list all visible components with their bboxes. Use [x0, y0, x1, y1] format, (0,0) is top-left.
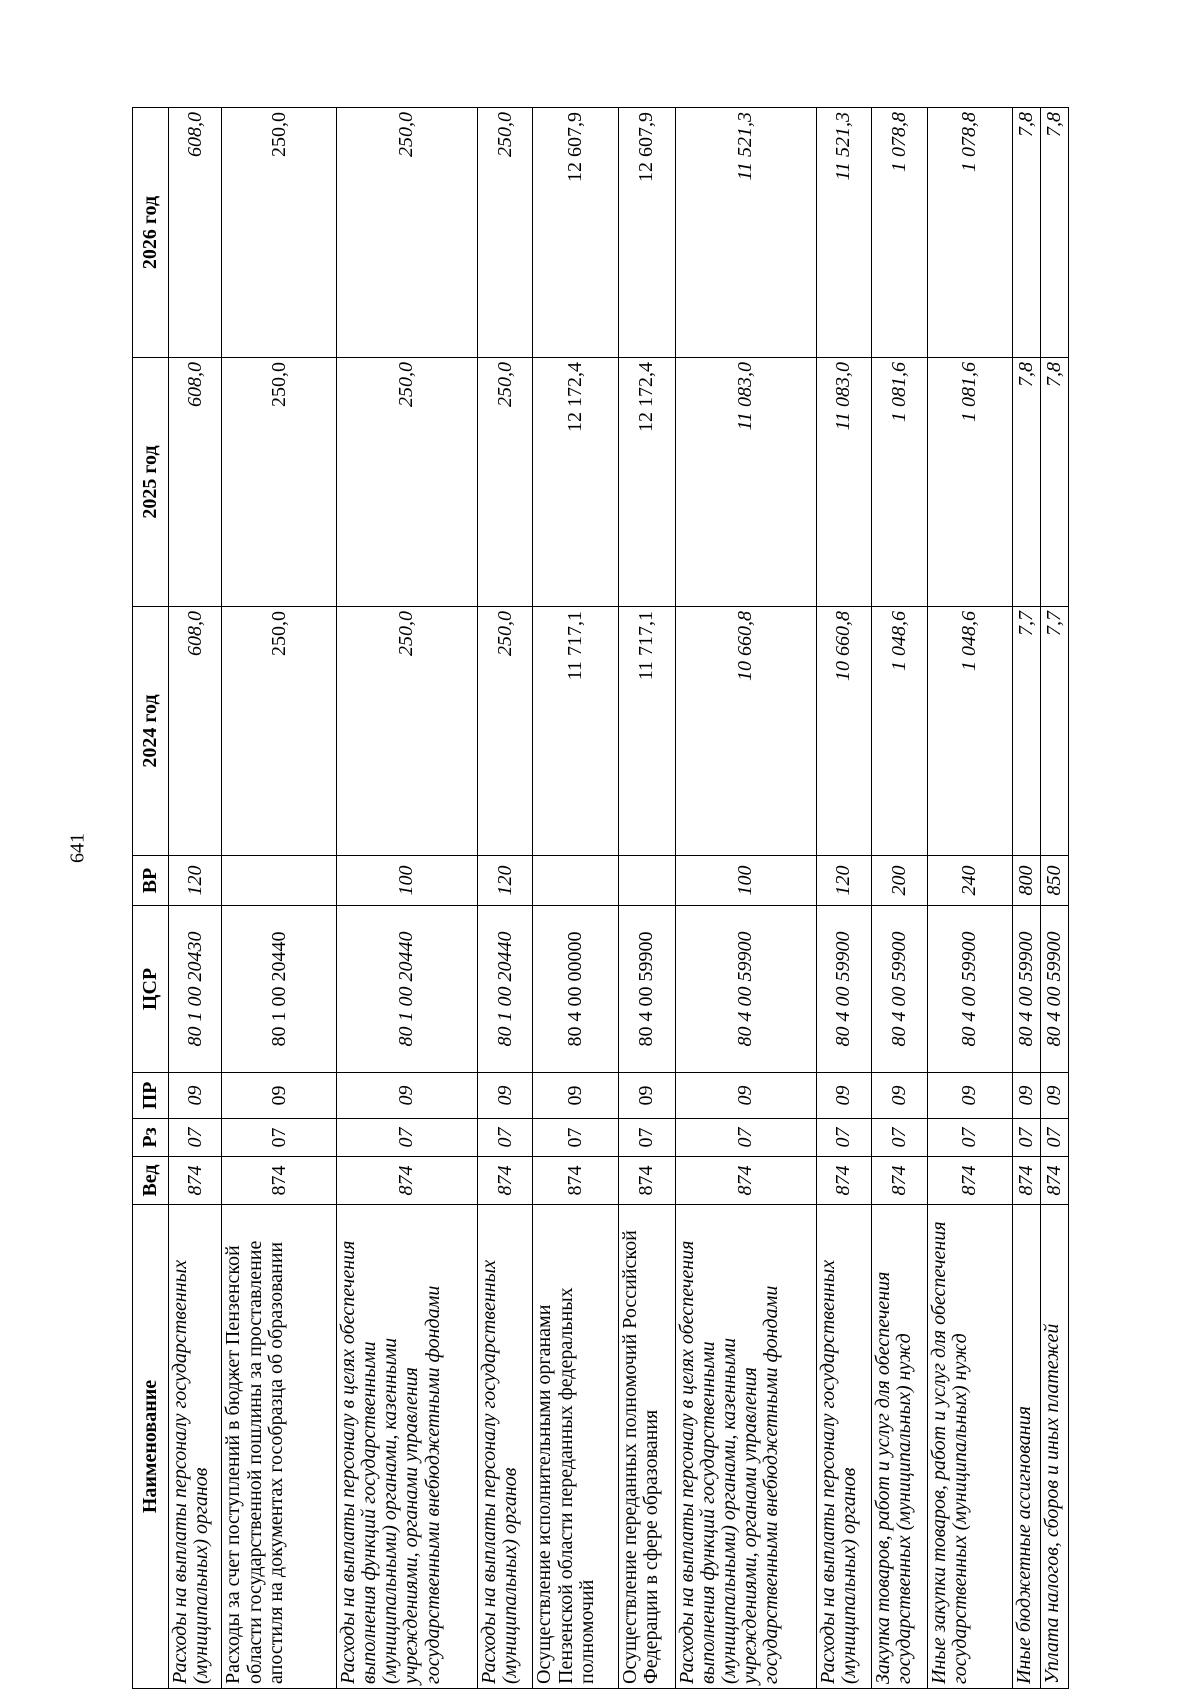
cell-rz: 07 — [1041, 1119, 1069, 1157]
table-row — [169, 108, 222, 1689]
table-row — [927, 108, 1013, 1689]
cell-2025: 11 083,0 — [675, 358, 816, 607]
cell-2026: 1 078,8 — [927, 108, 1013, 358]
cell-ved: 874 — [675, 1157, 816, 1205]
cell-2025: 11 083,0 — [816, 358, 872, 607]
cell-pr: 09 — [872, 1073, 928, 1119]
cell-ved: 874 — [618, 1157, 675, 1205]
cell-2026: 608,0 — [169, 108, 222, 358]
table-row — [533, 108, 619, 1689]
cell-csr: 80 1 00 20440 — [336, 906, 477, 1073]
cell-2025: 7,8 — [1041, 358, 1069, 607]
cell-name: Закупка товаров, работ и услуг для обеспечения государственных (муниципальных) нужд — [872, 1205, 928, 1689]
cell-vr: 240 — [927, 856, 1013, 906]
cell-2026: 12 607,9 — [533, 108, 619, 358]
header-csr: ЦСР — [133, 906, 169, 1073]
cell-2026: 7,8 — [1041, 108, 1069, 358]
cell-csr: 80 1 00 20440 — [222, 906, 336, 1073]
cell-pr: 09 — [618, 1073, 675, 1119]
cell-vr: 850 — [1041, 856, 1069, 906]
header-vr: ВР — [133, 856, 169, 906]
cell-2025: 1 081,6 — [927, 358, 1013, 607]
cell-2024: 11 717,1 — [618, 607, 675, 856]
table-row — [336, 108, 477, 1689]
cell-2026: 7,8 — [1013, 108, 1041, 358]
cell-rz: 07 — [927, 1119, 1013, 1157]
cell-pr: 09 — [1041, 1073, 1069, 1119]
cell-vr — [533, 856, 619, 906]
cell-2024: 608,0 — [169, 607, 222, 856]
cell-ved: 874 — [222, 1157, 336, 1205]
header-2024: 2024 год — [133, 607, 169, 856]
cell-csr: 80 4 00 59900 — [872, 906, 928, 1073]
cell-vr — [222, 856, 336, 906]
cell-csr: 80 4 00 59900 — [675, 906, 816, 1073]
cell-pr: 09 — [336, 1073, 477, 1119]
cell-csr: 80 1 00 20430 — [169, 906, 222, 1073]
cell-vr: 120 — [477, 856, 533, 906]
cell-vr: 200 — [872, 856, 928, 906]
cell-name: Расходы на выплаты персоналу государственных (муниципальных) органов — [477, 1205, 533, 1689]
cell-csr: 80 1 00 20440 — [477, 906, 533, 1073]
header-2025: 2025 год — [133, 358, 169, 607]
cell-name: Осуществление переданных полномочий Российской Федерации в сфере образования — [618, 1205, 675, 1689]
cell-rz: 07 — [533, 1119, 619, 1157]
cell-name: Расходы на выплаты персоналу в целях обеспечения выполнения функций государственными (муниципальными) органами, казенными учреждениями, органами управления государственными внебюджетными фондами — [336, 1205, 477, 1689]
cell-2025: 12 172,4 — [618, 358, 675, 607]
cell-2025: 1 081,6 — [872, 358, 928, 607]
budget-table — [132, 107, 1069, 1689]
cell-ved: 874 — [533, 1157, 619, 1205]
cell-ved: 874 — [872, 1157, 928, 1205]
cell-pr: 09 — [927, 1073, 1013, 1119]
cell-rz: 07 — [1013, 1119, 1041, 1157]
table-row — [1041, 108, 1069, 1689]
cell-2026: 12 607,9 — [618, 108, 675, 358]
cell-ved: 874 — [1041, 1157, 1069, 1205]
cell-pr: 09 — [675, 1073, 816, 1119]
cell-name: Уплата налогов, сборов и иных платежей — [1041, 1205, 1069, 1689]
cell-rz: 07 — [816, 1119, 872, 1157]
cell-ved: 874 — [927, 1157, 1013, 1205]
cell-2024: 7,7 — [1041, 607, 1069, 856]
cell-csr: 80 4 00 59900 — [618, 906, 675, 1073]
cell-pr: 09 — [169, 1073, 222, 1119]
cell-vr — [618, 856, 675, 906]
table-row — [618, 108, 675, 1689]
cell-rz: 07 — [169, 1119, 222, 1157]
cell-pr: 09 — [533, 1073, 619, 1119]
cell-vr: 120 — [169, 856, 222, 906]
cell-ved: 874 — [169, 1157, 222, 1205]
cell-ved: 874 — [336, 1157, 477, 1205]
cell-ved: 874 — [477, 1157, 533, 1205]
table-row — [1013, 108, 1041, 1689]
cell-pr: 09 — [1013, 1073, 1041, 1119]
header-row — [133, 108, 169, 1689]
cell-rz: 07 — [675, 1119, 816, 1157]
cell-2024: 10 660,8 — [675, 607, 816, 856]
cell-2024: 1 048,6 — [872, 607, 928, 856]
cell-vr: 100 — [675, 856, 816, 906]
cell-name: Расходы на выплаты персоналу государственных (муниципальных) органов — [816, 1205, 872, 1689]
cell-2025: 608,0 — [169, 358, 222, 607]
cell-vr: 100 — [336, 856, 477, 906]
cell-2025: 250,0 — [336, 358, 477, 607]
page-number: 641 — [66, 833, 89, 863]
cell-2024: 7,7 — [1013, 607, 1041, 856]
table-row — [675, 108, 816, 1689]
cell-rz: 07 — [336, 1119, 477, 1157]
cell-pr: 09 — [477, 1073, 533, 1119]
cell-pr: 09 — [816, 1073, 872, 1119]
cell-vr: 120 — [816, 856, 872, 906]
cell-2026: 250,0 — [477, 108, 533, 358]
header-pr: ПР — [133, 1073, 169, 1119]
cell-pr: 09 — [222, 1073, 336, 1119]
header-rz: Рз — [133, 1119, 169, 1157]
cell-2024: 11 717,1 — [533, 607, 619, 856]
cell-ved: 874 — [816, 1157, 872, 1205]
cell-csr: 80 4 00 59900 — [927, 906, 1013, 1073]
cell-2026: 250,0 — [222, 108, 336, 358]
table-row — [477, 108, 533, 1689]
cell-2024: 250,0 — [336, 607, 477, 856]
cell-2026: 11 521,3 — [675, 108, 816, 358]
header-name: Наименование — [133, 1205, 169, 1689]
cell-2025: 7,8 — [1013, 358, 1041, 607]
cell-rz: 07 — [477, 1119, 533, 1157]
cell-csr: 80 4 00 59900 — [1013, 906, 1041, 1073]
cell-ved: 874 — [1013, 1157, 1041, 1205]
cell-2024: 1 048,6 — [927, 607, 1013, 856]
cell-csr: 80 4 00 59900 — [1041, 906, 1069, 1073]
cell-name: Иные бюджетные ассигнования — [1013, 1205, 1041, 1689]
cell-2025: 250,0 — [222, 358, 336, 607]
cell-2024: 10 660,8 — [816, 607, 872, 856]
header-2026: 2026 год — [133, 108, 169, 358]
table-row — [816, 108, 872, 1689]
cell-name: Расходы на выплаты персоналу государственных (муниципальных) органов — [169, 1205, 222, 1689]
cell-rz: 07 — [222, 1119, 336, 1157]
cell-2025: 250,0 — [477, 358, 533, 607]
cell-name: Расходы за счет поступлений в бюджет Пензенской области государственной пошлины за проставление апостиля на документах гособразца об образовании — [222, 1205, 336, 1689]
cell-2025: 12 172,4 — [533, 358, 619, 607]
cell-name: Расходы на выплаты персоналу в целях обеспечения выполнения функций государственными (муниципальными) органами, казенными учреждениями, органами управления государственными внебюджетными фондами — [675, 1205, 816, 1689]
cell-rz: 07 — [618, 1119, 675, 1157]
cell-rz: 07 — [872, 1119, 928, 1157]
cell-2026: 250,0 — [336, 108, 477, 358]
table-row — [872, 108, 928, 1689]
cell-2026: 1 078,8 — [872, 108, 928, 358]
cell-name: Иные закупки товаров, работ и услуг для обеспечения государственных (муниципальных) нужд — [927, 1205, 1013, 1689]
cell-2026: 11 521,3 — [816, 108, 872, 358]
cell-2024: 250,0 — [222, 607, 336, 856]
cell-2024: 250,0 — [477, 607, 533, 856]
cell-csr: 80 4 00 00000 — [533, 906, 619, 1073]
cell-csr: 80 4 00 59900 — [816, 906, 872, 1073]
table-row — [222, 108, 336, 1689]
cell-name: Осуществление исполнительными органами Пензенской области переданных федеральных полномочий — [533, 1205, 619, 1689]
rotated-table-container — [132, 108, 1069, 1689]
header-ved: Вед — [133, 1157, 169, 1205]
cell-vr: 800 — [1013, 856, 1041, 906]
